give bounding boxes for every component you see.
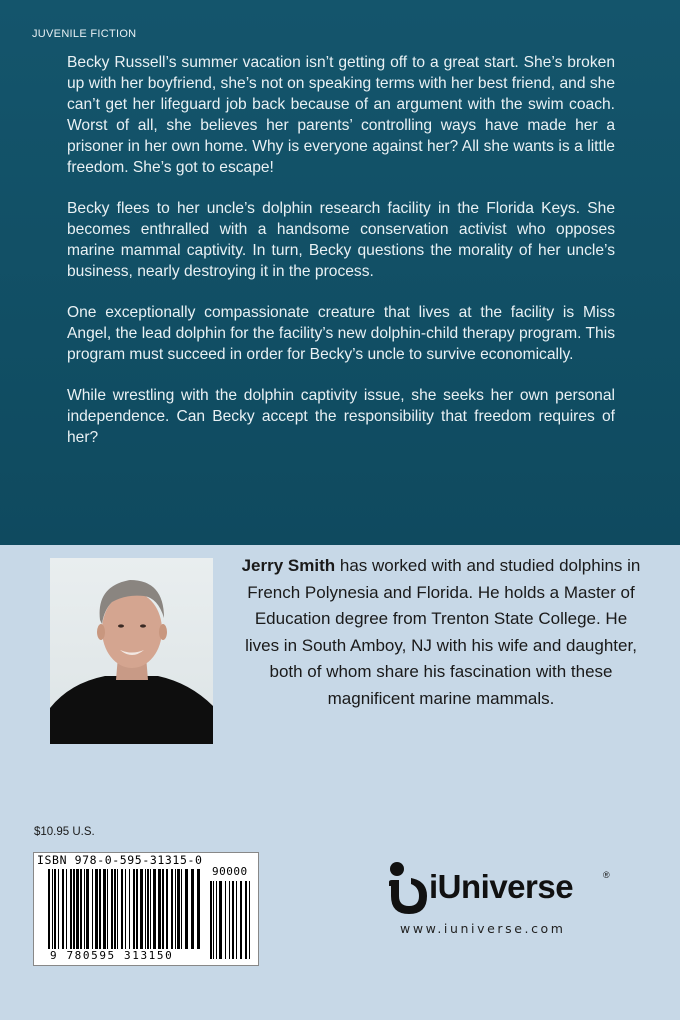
barcode-digits: 9 780595 313150	[50, 949, 174, 962]
synopsis-paragraph-1: Becky Russell’s summer vacation isn’t getting off to a great start. She’s broken up with her boyfriend, she’s not on speaking terms with her best friend, and she can’t get her lifeguard job back because of an argument with the swim coach. Worst of all, she believes her parents’ controlling ways have made her a prisoner in her own home. Why is everyone against her? All she wants is a little freedom. She’s got to escape!	[67, 54, 615, 176]
synopsis-paragraph-4: While wrestling with the dolphin captivity issue, she seeks her own personal independence. Can Becky accept the responsibility that freedom requires of her?	[67, 387, 615, 446]
price-label: $10.95 U.S.	[34, 826, 95, 838]
barcode-addon-number: 90000	[212, 865, 248, 878]
author-bio	[236, 553, 646, 712]
synopsis-paragraph-3: One exceptionally compassionate creature that lives at the facility is Miss Angel, the lead dolphin for the facility’s new dolphin-child therapy program. This program must succeed in order for Becky’s uncle to survive economically.	[67, 304, 615, 363]
author-photo	[50, 558, 213, 744]
author-name: Jerry Smith	[241, 556, 336, 575]
iuniverse-logo-icon	[385, 860, 431, 920]
synopsis-paragraph-2: Becky flees to her uncle’s dolphin research facility in the Florida Keys. She becomes enthralled with a handsome conservation activist who opposes marine mammal captivity. In turn, Becky questions the morality of her uncle’s business, nearly destroying it in the process.	[67, 200, 615, 280]
isbn-barcode	[33, 852, 259, 966]
publisher-url: www.iuniverse.com	[400, 921, 566, 936]
publisher-name: iUniverse	[429, 868, 574, 905]
author-bio-text: has worked with and studied dolphins in French Polynesia and Florida. He holds a Master of Education degree from Trenton State College. He lives in South Amboy, NJ with his wife and daughter, both of whom share his fascination with these magnificent marine mammals.	[245, 556, 641, 708]
isbn-label: ISBN 978-0-595-31315-0	[37, 853, 203, 867]
synopsis-text	[67, 52, 615, 468]
registered-mark-icon: ®	[603, 870, 610, 880]
genre-label: JUVENILE FICTION	[32, 28, 137, 40]
